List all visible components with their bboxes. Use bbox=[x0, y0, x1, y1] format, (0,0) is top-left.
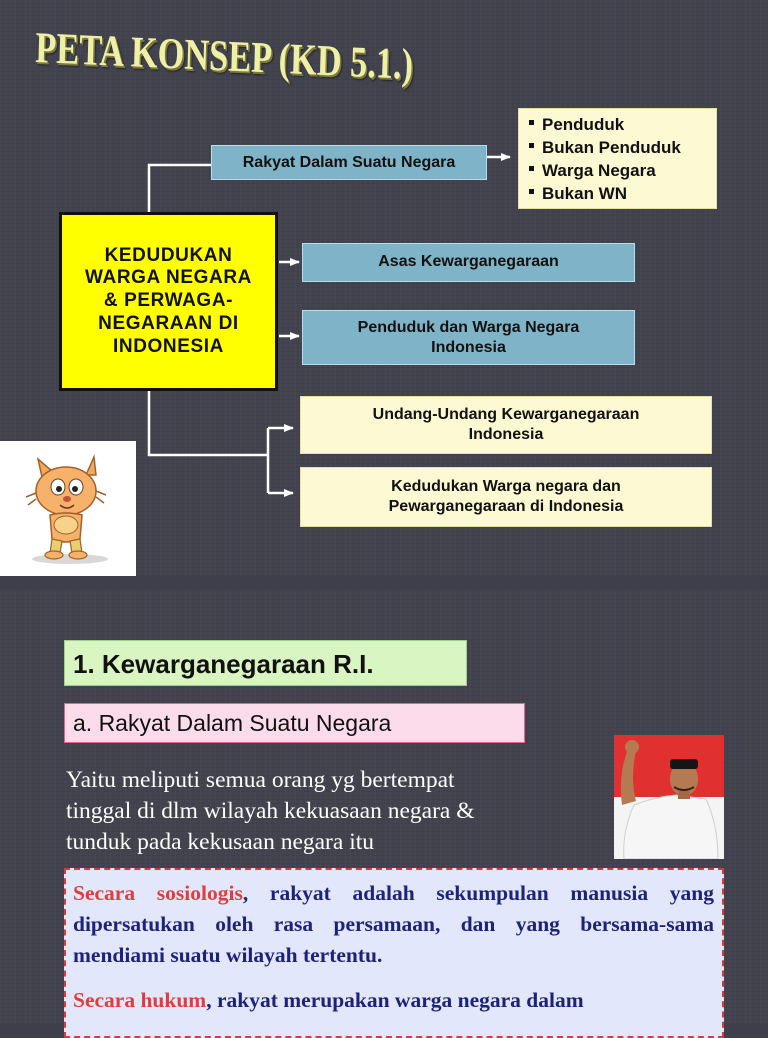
rakyat-bullet-list bbox=[518, 108, 717, 209]
penduduk-box-label: Penduduk dan Warga Negara Indonesia bbox=[357, 318, 580, 356]
term-sosiologis: Secara sosiologis bbox=[73, 881, 243, 905]
bullet-square-icon bbox=[529, 189, 534, 194]
definition-sosiologis bbox=[73, 878, 714, 971]
uu-box bbox=[300, 396, 712, 454]
rakyat-box-label: Rakyat Dalam Suatu Negara bbox=[242, 153, 456, 171]
bullet-square-icon bbox=[529, 143, 534, 148]
asas-box-label: Asas Kewarganegaraan bbox=[378, 253, 559, 270]
bullet-item: Penduduk bbox=[529, 113, 710, 136]
kedudukan-box bbox=[300, 467, 712, 527]
bullet-item: Warga Negara bbox=[529, 159, 710, 182]
kedudukan-box-label: Kedudukan Warga negara dan Pewarganegaraan di Indonesia bbox=[388, 478, 624, 515]
definition-hukum-text: , rakyat merupakan warga negara dalam bbox=[206, 988, 584, 1012]
sub-heading: a. Rakyat Dalam Suatu Negara bbox=[64, 703, 525, 743]
center-concept-box: KEDUDUKAN WARGA NEGARA & PERWAGA- NEGARAAN DI INDONESIA bbox=[59, 212, 278, 391]
definition-hukum bbox=[73, 985, 714, 1016]
bullet-item: Bukan Penduduk bbox=[529, 136, 710, 159]
protester-illustration bbox=[614, 735, 724, 859]
bullet-item: Bukan WN bbox=[529, 182, 710, 205]
bullet-square-icon bbox=[529, 166, 534, 171]
slide-title: PETA KONSEP (KD 5.1.) bbox=[34, 23, 414, 89]
line-to-rakyat bbox=[149, 165, 211, 212]
section-heading: 1. Kewarganegaraan R.I. bbox=[64, 640, 467, 686]
definition-box bbox=[64, 868, 724, 1038]
intro-text: Yaitu meliputi semua orang yg bertempat tinggal di dlm wilayah kekuasaan negara & tunduk pada kekusaan negara itu bbox=[66, 767, 475, 855]
line-down bbox=[149, 391, 268, 455]
penduduk-box bbox=[302, 310, 635, 365]
definition-sosiologis-text: , rakyat adalah sekumpulan manusia yang dipersatukan oleh rasa persamaan, dan yang bersama-sama mendiami suatu wilayah tertentu. bbox=[73, 881, 715, 967]
term-hukum: Secara hukum bbox=[73, 988, 207, 1012]
cat-mascot-image bbox=[0, 441, 136, 576]
protester-photo bbox=[614, 735, 724, 859]
uu-box-label: Undang-Undang Kewarganegaraan Indonesia bbox=[372, 406, 640, 443]
asas-box bbox=[302, 243, 635, 282]
cat-illustration bbox=[0, 441, 136, 576]
bullet-square-icon bbox=[529, 120, 534, 125]
rakyat-box bbox=[211, 145, 487, 180]
